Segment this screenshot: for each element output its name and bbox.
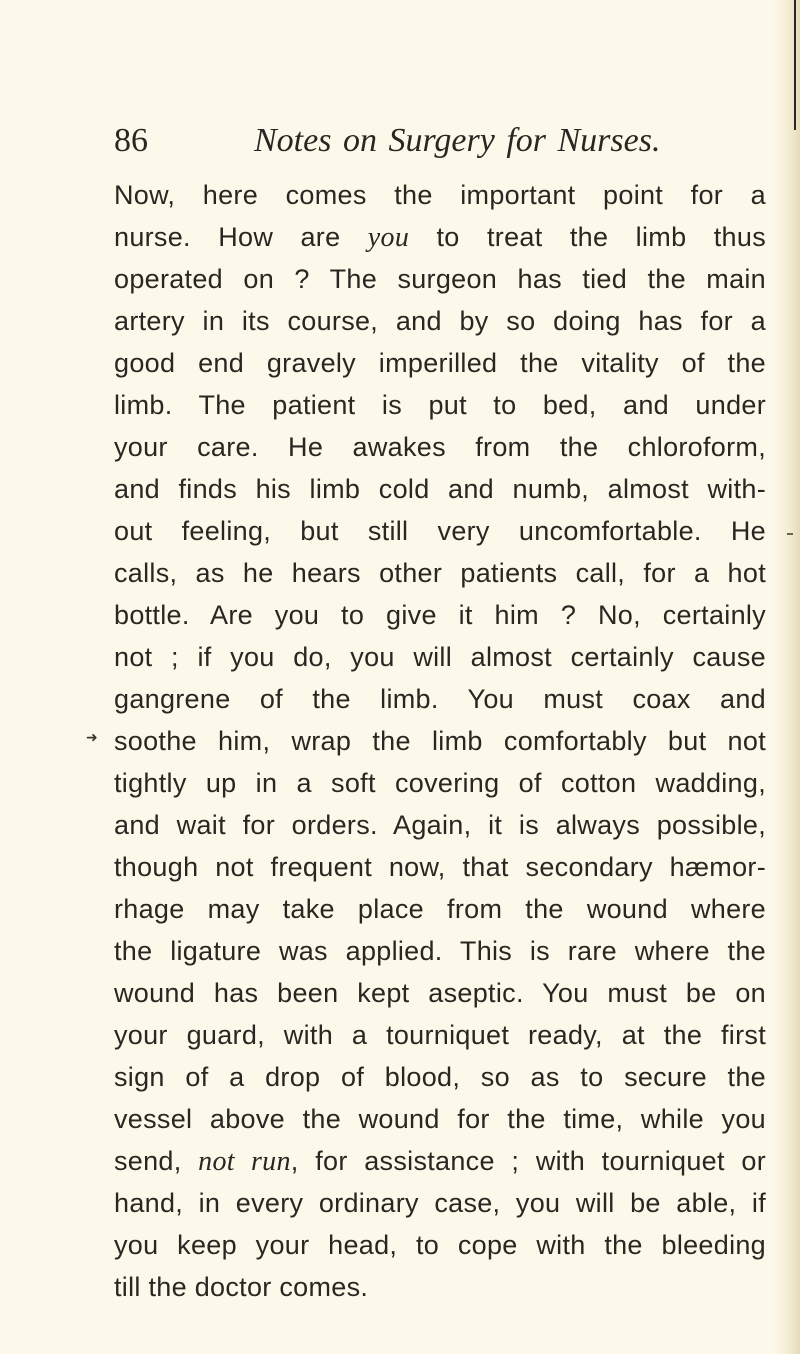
text-run: nurse. How are xyxy=(114,222,368,252)
italic-emphasis: not run xyxy=(198,1146,291,1177)
page-edge-mark xyxy=(794,0,796,130)
text-line: tightly up in a soft covering of cotton wadding, xyxy=(114,768,766,798)
text-line xyxy=(114,216,766,258)
text-line: calls, as he hears other patients call, for a hot xyxy=(114,558,766,588)
text-line: the ligature was applied. This is rare where the xyxy=(114,936,766,966)
text-line: rhage may take place from the wound where xyxy=(114,894,766,924)
text-line: Now, here comes the important point for a xyxy=(114,180,766,210)
text-line: artery in its course, and by so doing has for a xyxy=(114,306,766,336)
text-line: limb. The patient is put to bed, and under xyxy=(114,390,766,420)
text-line: your care. He awakes from the chloroform, xyxy=(114,432,766,462)
text-line: operated on ? The surgeon has tied the main xyxy=(114,264,766,294)
text-line: though not frequent now, that secondary hæmor- xyxy=(114,852,766,882)
text-line: out feeling, but still very uncomfortable. He xyxy=(114,516,766,546)
text-run: send, xyxy=(114,1146,199,1176)
text-line: wound has been kept aseptic. You must be on xyxy=(114,978,766,1008)
text-line: and wait for orders. Again, it is always possible, xyxy=(114,810,766,840)
page-edge-shadow xyxy=(772,0,800,1354)
text-line: gangrene of the limb. You must coax and xyxy=(114,684,766,714)
text-line: hand, in every ordinary case, you will be able, if xyxy=(114,1188,766,1218)
text-line: you keep your head, to cope with the bleeding xyxy=(114,1230,766,1260)
text-run: , for assistance ; with tourniquet or xyxy=(290,1146,766,1176)
page-number: 86 xyxy=(114,122,148,159)
italic-emphasis: you xyxy=(367,222,410,253)
text-line: not ; if you do, you will almost certainly cause xyxy=(114,642,766,672)
margin-mark xyxy=(787,533,793,535)
text-line: good end gravely imperilled the vitality of the xyxy=(114,348,766,378)
running-header xyxy=(114,118,674,164)
body-text xyxy=(114,174,766,1308)
text-run: to treat the limb thus xyxy=(409,222,766,252)
text-line: vessel above the wound for the time, while you xyxy=(114,1104,766,1134)
text-line: and finds his limb cold and numb, almost with- xyxy=(114,474,766,504)
margin-arrow-icon: ➜ xyxy=(86,729,98,745)
text-line: till the doctor comes. xyxy=(114,1272,369,1302)
text-line xyxy=(114,1140,766,1182)
running-title: Notes on Surgery for Nurses. xyxy=(254,122,661,159)
text-line: soothe him, wrap the limb comfortably but not xyxy=(114,726,766,756)
text-line: your guard, with a tourniquet ready, at the first xyxy=(114,1020,766,1050)
text-line: bottle. Are you to give it him ? No, certainly xyxy=(114,600,766,630)
text-line: sign of a drop of blood, so as to secure the xyxy=(114,1062,766,1092)
